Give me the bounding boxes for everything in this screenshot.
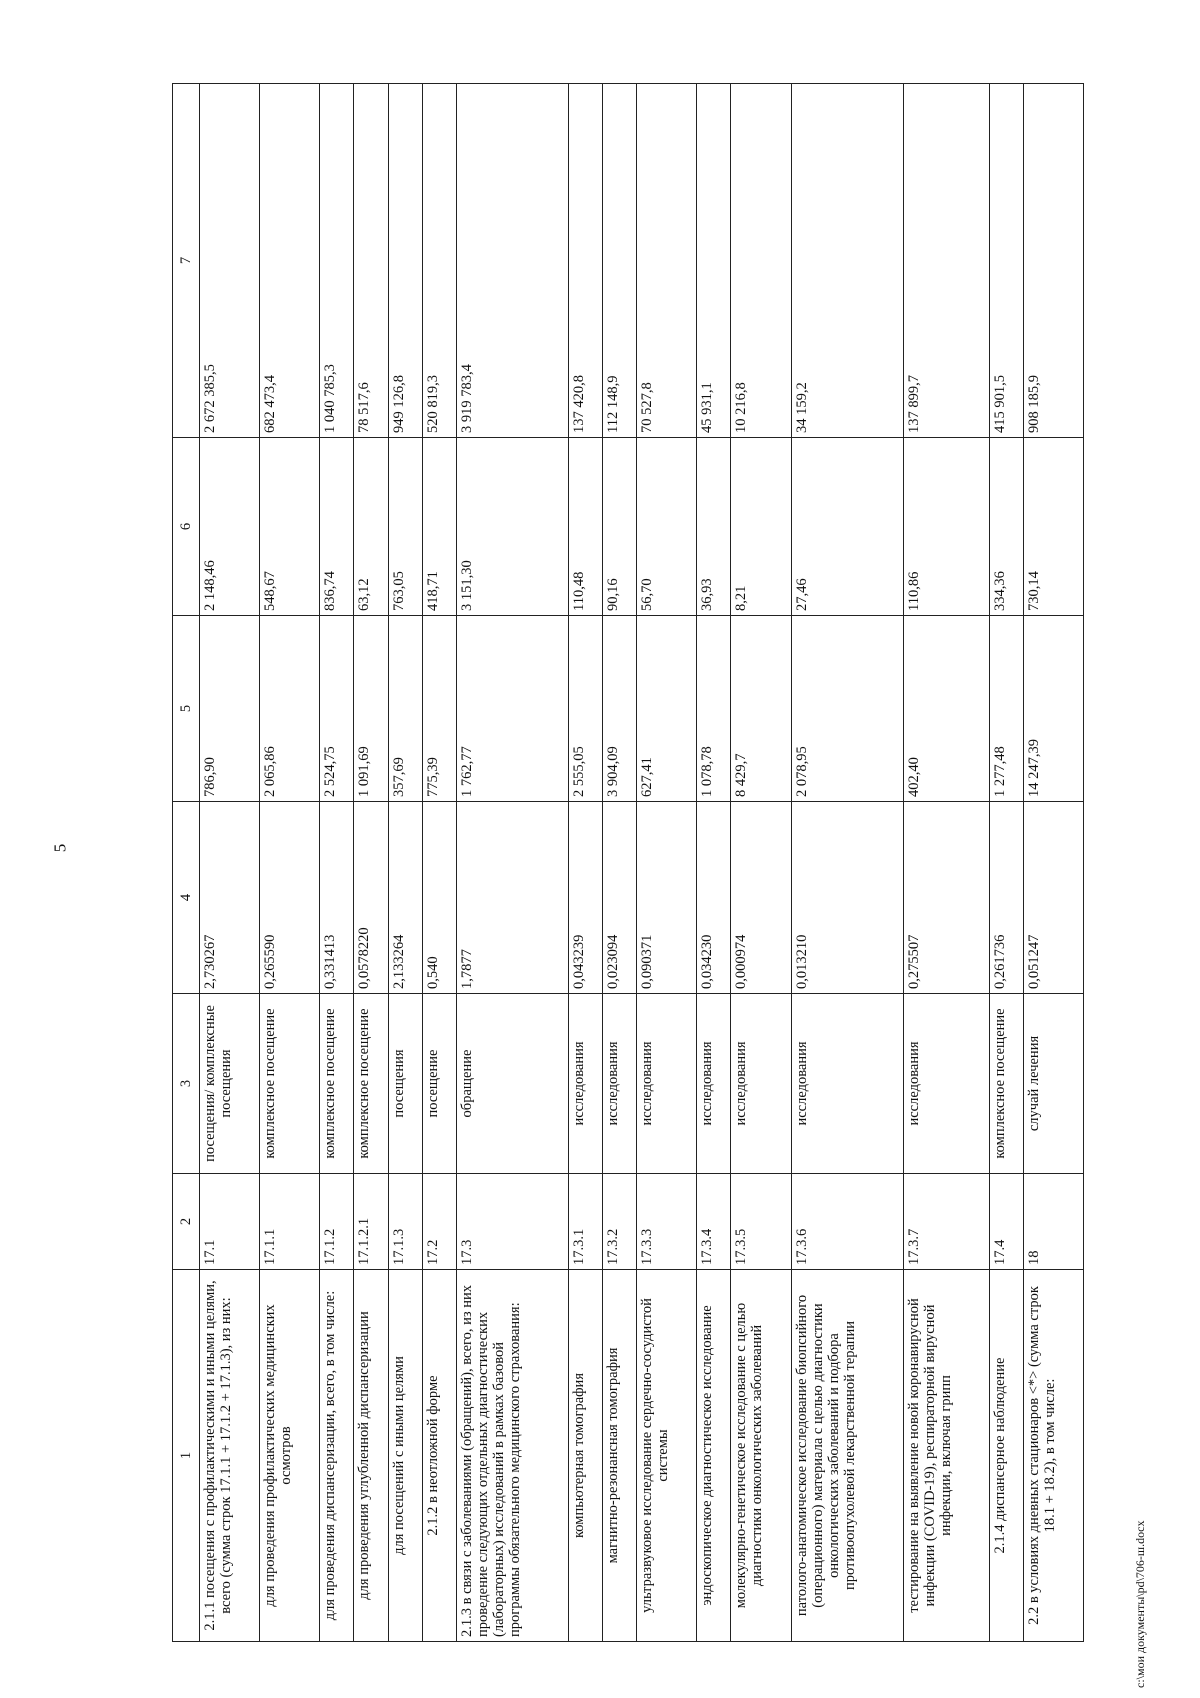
- table-cell-c4: 2,730267: [200, 802, 260, 994]
- table-cell-c2: 18: [1023, 1174, 1083, 1270]
- table-cell-c4: 0,275507: [903, 802, 989, 994]
- table-cell-c5: 2 555,05: [568, 616, 602, 802]
- table-cell-c6: 90,16: [603, 438, 637, 616]
- table-cell-c1: патолого-анатомическое исследование биопсийного (операционного) материала с целью диагностики онкологических заболеваний и подбора противоопухолевой лекарственной терапии: [791, 1270, 903, 1642]
- table-cell-c2: 17.3.3: [637, 1174, 697, 1270]
- table-row: [989, 84, 1023, 1642]
- table-row: [568, 84, 602, 1642]
- header-cell: 4: [173, 802, 200, 994]
- table-cell-c2: 17.3.7: [903, 1174, 989, 1270]
- table-cell-c1: 2.2 в условиях дневных стационаров <*> (сумма строк 18.1 + 18.2), в том числе:: [1023, 1270, 1083, 1642]
- table-cell-c5: 775,39: [422, 616, 456, 802]
- table-cell-c3: исследования: [637, 994, 697, 1174]
- table-cell-c6: 730,14: [1023, 438, 1083, 616]
- table-cell-c4: 0,043239: [568, 802, 602, 994]
- table-cell-c6: 3 151,30: [456, 438, 568, 616]
- table-body: [200, 84, 1084, 1642]
- table-row: [731, 84, 791, 1642]
- table-cell-c3: исследования: [568, 994, 602, 1174]
- table-row: [422, 84, 456, 1642]
- table-cell-c5: 1 091,69: [354, 616, 388, 802]
- table-cell-c3: исследования: [731, 994, 791, 1174]
- table-cell-c3: комплексное посещение: [989, 994, 1023, 1174]
- page-number: 5: [50, 843, 70, 853]
- table-cell-c3: посещение: [422, 994, 456, 1174]
- header-cell: 2: [173, 1174, 200, 1270]
- table-cell-c7: 682 473,4: [260, 84, 320, 438]
- table-cell-c1: для проведения углубленной диспансеризации: [354, 1270, 388, 1642]
- header-cell: 3: [173, 994, 200, 1174]
- table-cell-c7: 3 919 783,4: [456, 84, 568, 438]
- table-cell-c7: 137 899,7: [903, 84, 989, 438]
- table-cell-c7: 520 819,3: [422, 84, 456, 438]
- table-cell-c2: 17.3.2: [603, 1174, 637, 1270]
- table-row: [456, 84, 568, 1642]
- table-cell-c4: 0,261736: [989, 802, 1023, 994]
- table-cell-c7: 45 931,1: [697, 84, 731, 438]
- table-cell-c2: 17.1.1: [260, 1174, 320, 1270]
- table-cell-c5: 627,41: [637, 616, 697, 802]
- table-cell-c4: 2,133264: [388, 802, 422, 994]
- table-cell-c5: 357,69: [388, 616, 422, 802]
- table-cell-c7: 78 517,6: [354, 84, 388, 438]
- table-cell-c3: исследования: [903, 994, 989, 1174]
- table-cell-c6: 36,93: [697, 438, 731, 616]
- table-cell-c1: для посещений с иными целями: [388, 1270, 422, 1642]
- table-cell-c5: 14 247,39: [1023, 616, 1083, 802]
- data-table: [172, 83, 1084, 1642]
- table-cell-c7: 137 420,8: [568, 84, 602, 438]
- table-cell-c1: компьютерная томография: [568, 1270, 602, 1642]
- table-cell-c5: 2 065,86: [260, 616, 320, 802]
- table-cell-c2: 17.3.4: [697, 1174, 731, 1270]
- table-cell-c6: 63,12: [354, 438, 388, 616]
- table-cell-c2: 17.3.5: [731, 1174, 791, 1270]
- table-cell-c7: 949 126,8: [388, 84, 422, 438]
- table-cell-c2: 17.1: [200, 1174, 260, 1270]
- table-cell-c3: комплексное посещение: [320, 994, 354, 1174]
- table-cell-c7: 70 527,8: [637, 84, 697, 438]
- table-cell-c3: посещения/ комплексные посещения: [200, 994, 260, 1174]
- table-cell-c6: 56,70: [637, 438, 697, 616]
- header-cell: 7: [173, 84, 200, 438]
- table-row: [903, 84, 989, 1642]
- table-row: [320, 84, 354, 1642]
- table-row: [697, 84, 731, 1642]
- table-cell-c7: 2 672 385,5: [200, 84, 260, 438]
- table-cell-c5: 1 078,78: [697, 616, 731, 802]
- table-cell-c6: 2 148,46: [200, 438, 260, 616]
- table-cell-c6: 418,71: [422, 438, 456, 616]
- table-cell-c4: 0,023094: [603, 802, 637, 994]
- table-cell-c3: посещения: [388, 994, 422, 1174]
- table-cell-c1: 2.1.2 в неотложной форме: [422, 1270, 456, 1642]
- table-cell-c5: 2 524,75: [320, 616, 354, 802]
- table-cell-c4: 0,090371: [637, 802, 697, 994]
- table-cell-c2: 17.2: [422, 1174, 456, 1270]
- header-cell: 6: [173, 438, 200, 616]
- table-cell-c2: 17.4: [989, 1174, 1023, 1270]
- table-row: [1023, 84, 1083, 1642]
- table-cell-c2: 17.3.6: [791, 1174, 903, 1270]
- table-cell-c3: исследования: [603, 994, 637, 1174]
- header-row: [173, 84, 200, 1642]
- table-cell-c6: 836,74: [320, 438, 354, 616]
- table-cell-c2: 17.1.3: [388, 1174, 422, 1270]
- table-cell-c4: 0,051247: [1023, 802, 1083, 994]
- table-cell-c6: 548,67: [260, 438, 320, 616]
- table-cell-c1: 2.1.4 диспансерное наблюдение: [989, 1270, 1023, 1642]
- table-cell-c4: 0,0578220: [354, 802, 388, 994]
- header-cell: 5: [173, 616, 200, 802]
- table-row: [603, 84, 637, 1642]
- table-cell-c7: 112 148,9: [603, 84, 637, 438]
- table-cell-c1: тестирование на выявление новой коронавирусной инфекции (COVID-19), респираторной вирусной инфекции, включая грипп: [903, 1270, 989, 1642]
- table-cell-c3: исследования: [791, 994, 903, 1174]
- table-cell-c6: 8,21: [731, 438, 791, 616]
- table-cell-c7: 34 159,2: [791, 84, 903, 438]
- header-cell: 1: [173, 1270, 200, 1642]
- table-cell-c6: 27,46: [791, 438, 903, 616]
- footer-file-path: c:\мои документы\pd\706-ш.docx: [1133, 1520, 1147, 1688]
- table-cell-c1: молекулярно-генетическое исследование с целью диагностики онкологических заболеваний: [731, 1270, 791, 1642]
- table-cell-c5: 1 277,48: [989, 616, 1023, 802]
- table-cell-c2: 17.1.2.1: [354, 1174, 388, 1270]
- table-cell-c4: 0,265590: [260, 802, 320, 994]
- table-cell-c5: 3 904,09: [603, 616, 637, 802]
- table-cell-c7: 908 185,9: [1023, 84, 1083, 438]
- table-cell-c4: 0,540: [422, 802, 456, 994]
- table-cell-c5: 402,40: [903, 616, 989, 802]
- table-cell-c1: для проведения диспансеризации, всего, в том числе:: [320, 1270, 354, 1642]
- table-cell-c1: для проведения профилактических медицинских осмотров: [260, 1270, 320, 1642]
- table-cell-c5: 8 429,7: [731, 616, 791, 802]
- table-cell-c5: 2 078,95: [791, 616, 903, 802]
- table-cell-c6: 334,36: [989, 438, 1023, 616]
- table-cell-c1: магнитно-резонансная томография: [603, 1270, 637, 1642]
- table-cell-c3: комплексное посещение: [354, 994, 388, 1174]
- table-cell-c4: 0,013210: [791, 802, 903, 994]
- table-row: [354, 84, 388, 1642]
- table-cell-c3: обращение: [456, 994, 568, 1174]
- table-cell-c2: 17.3.1: [568, 1174, 602, 1270]
- table-cell-c1: 2.1.3 в связи с заболеваниями (обращений), всего, из них проведение следующих отдельных диагностических (лабораторных) исследований в рамках базовой программы обязательного медицинского страхования:: [456, 1270, 568, 1642]
- table-row: [260, 84, 320, 1642]
- table-cell-c3: случай лечения: [1023, 994, 1083, 1174]
- table-cell-c5: 786,90: [200, 616, 260, 802]
- table-cell-c1: ультразвуковое исследование сердечно-сосудистой системы: [637, 1270, 697, 1642]
- table-cell-c4: 1,7877: [456, 802, 568, 994]
- table-cell-c3: исследования: [697, 994, 731, 1174]
- table-row: [791, 84, 903, 1642]
- table-cell-c3: комплексное посещение: [260, 994, 320, 1174]
- table-cell-c7: 10 216,8: [731, 84, 791, 438]
- table-row: [637, 84, 697, 1642]
- table-cell-c4: 0,331413: [320, 802, 354, 994]
- table-cell-c2: 17.3: [456, 1174, 568, 1270]
- table-cell-c7: 1 040 785,3: [320, 84, 354, 438]
- table-cell-c1: эндоскопическое диагностическое исследование: [697, 1270, 731, 1642]
- rotated-table-container: [172, 84, 1084, 1642]
- table-cell-c4: 0,000974: [731, 802, 791, 994]
- table-cell-c6: 110,48: [568, 438, 602, 616]
- table-header: [173, 84, 200, 1642]
- table-cell-c7: 415 901,5: [989, 84, 1023, 438]
- table-cell-c6: 763,05: [388, 438, 422, 616]
- table-row: [388, 84, 422, 1642]
- table-row: [200, 84, 260, 1642]
- table-cell-c1: 2.1.1 посещения с профилактическими и иными целями, всего (сумма строк 17.1.1 + 17.1.2 + 17.1.3), из них:: [200, 1270, 260, 1642]
- table-cell-c6: 110,86: [903, 438, 989, 616]
- table-cell-c2: 17.1.2: [320, 1174, 354, 1270]
- table-cell-c4: 0,034230: [697, 802, 731, 994]
- table-cell-c5: 1 762,77: [456, 616, 568, 802]
